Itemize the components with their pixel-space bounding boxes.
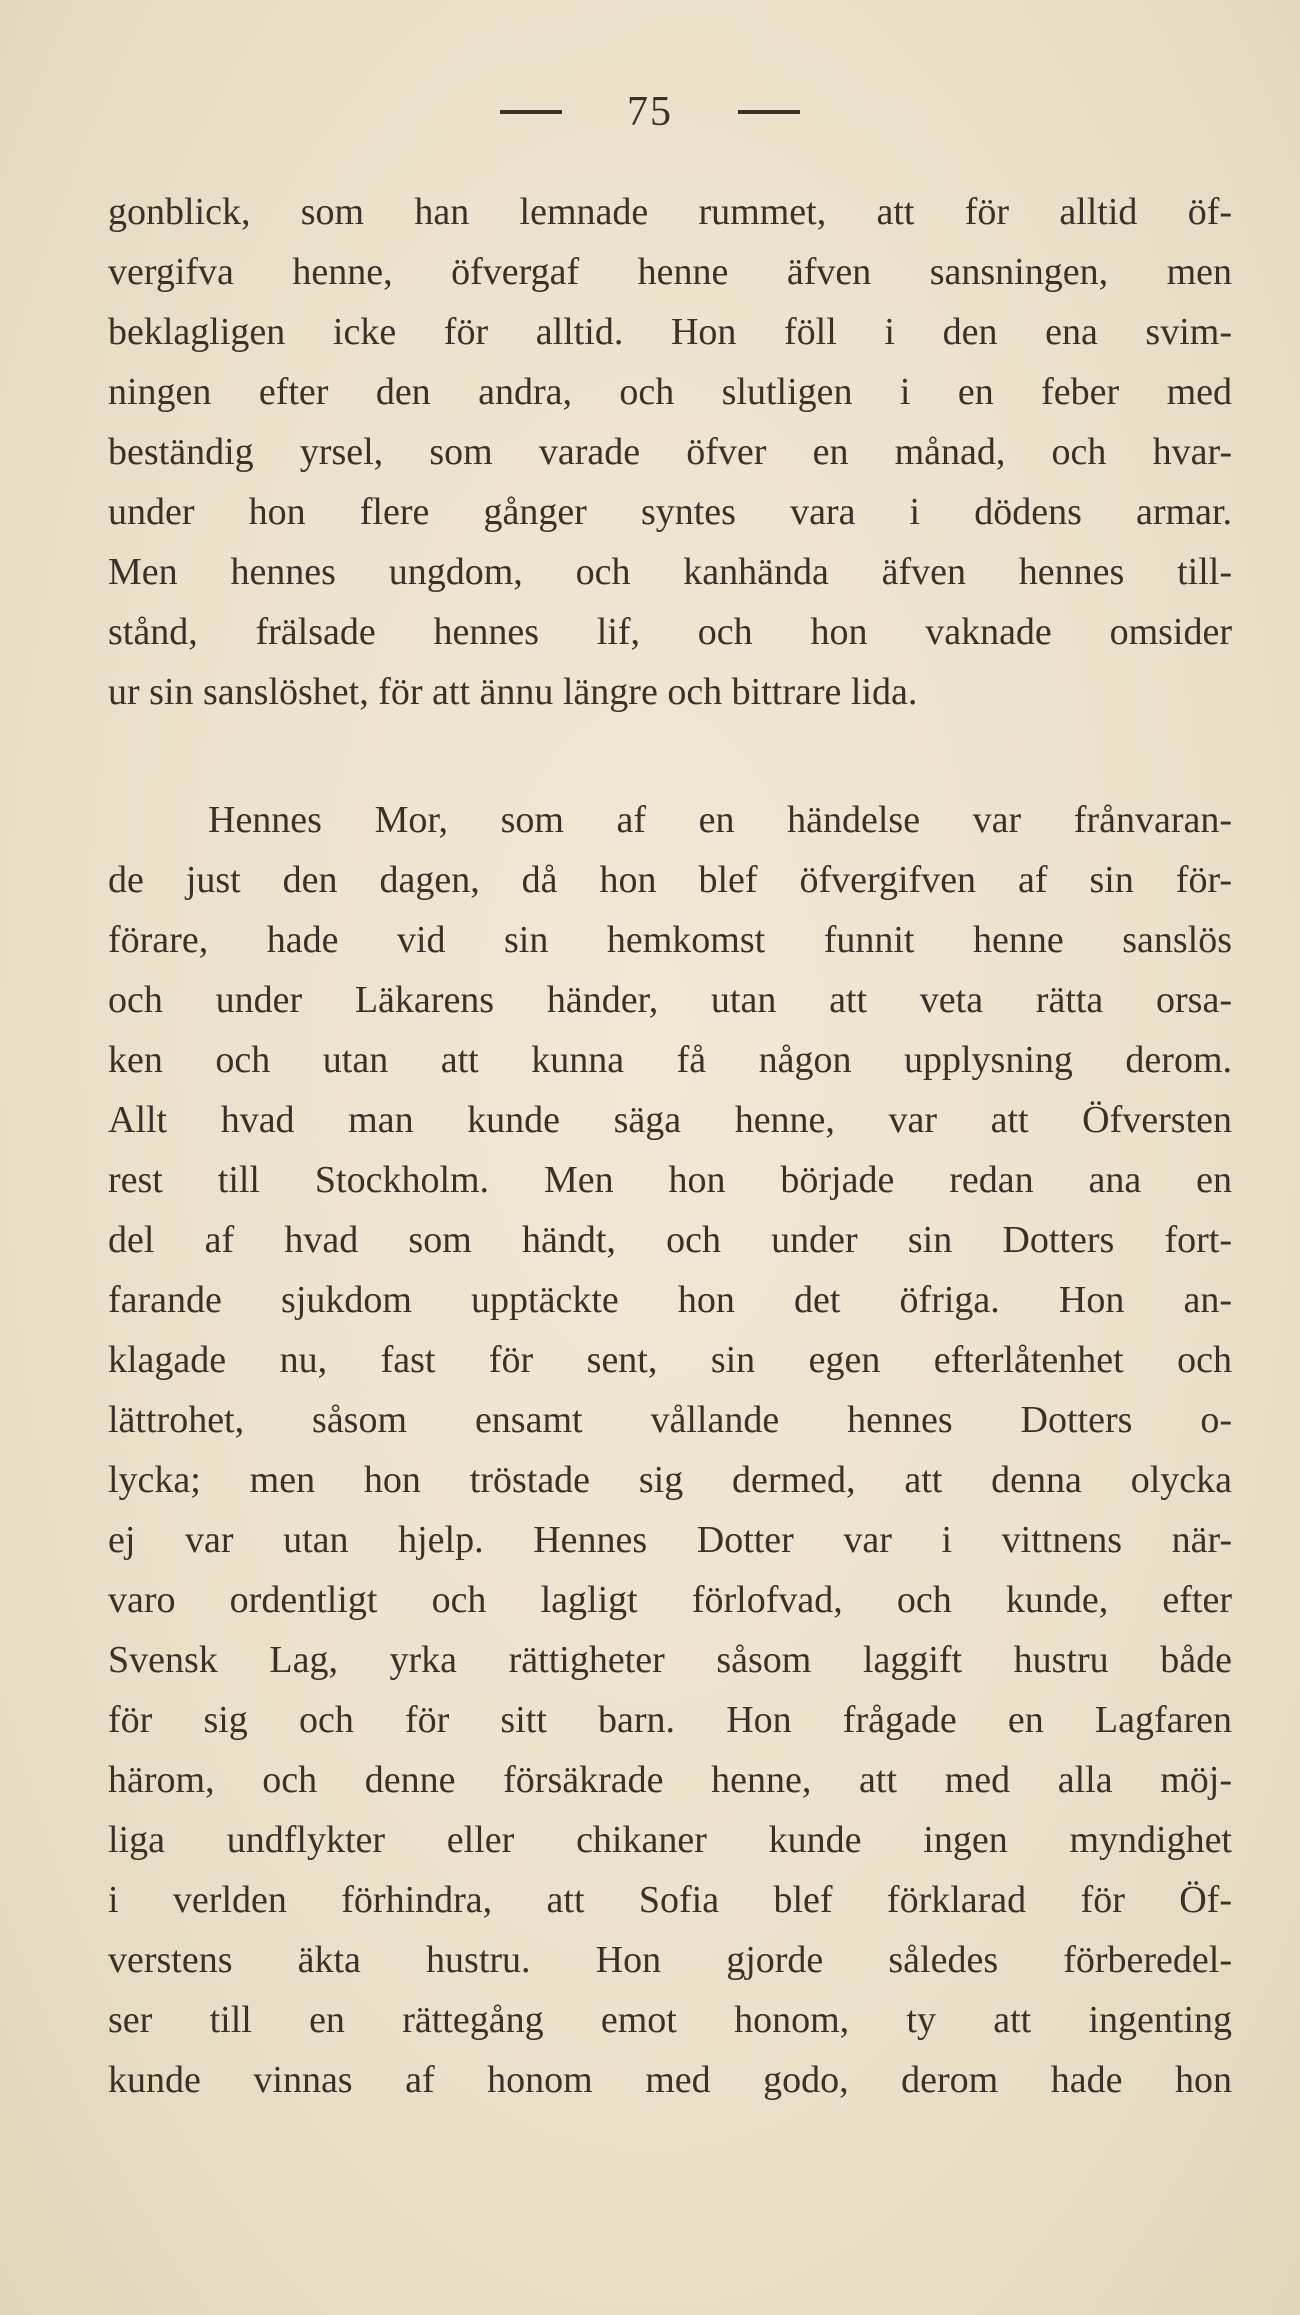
text-line: härom, och denne försäkrade henne, att med alla möj-: [108, 1759, 1232, 1801]
text-line: farande sjukdom upptäckte hon det öfriga. Hon an-: [108, 1279, 1232, 1321]
page-number: 75: [627, 89, 673, 135]
text-line: vergifva henne, öfvergaf henne äfven sansningen, men: [108, 251, 1232, 293]
text-line: och under Läkarens händer, utan att veta rätta orsa-: [108, 979, 1232, 1021]
text-line: klagade nu, fast för sent, sin egen efterlåtenhet och: [108, 1339, 1232, 1381]
text-line: ur sin sanslöshet, för att ännu längre och bittrare lida.: [108, 671, 918, 713]
text-line: rest till Stockholm. Men hon började redan ana en: [108, 1159, 1232, 1201]
text-line: Men hennes ungdom, och kanhända äfven hennes till-: [108, 551, 1232, 593]
page-header: [0, 88, 1300, 138]
paragraph-1: [108, 182, 1232, 722]
left-dash: [500, 110, 562, 114]
text-line: lycka; men hon tröstade sig dermed, att denna olycka: [108, 1459, 1232, 1501]
text-line: beklagligen icke för alltid. Hon föll i den ena svim-: [108, 311, 1232, 353]
text-line: ken och utan att kunna få någon upplysning derom.: [108, 1039, 1232, 1081]
text-line: Svensk Lag, yrka rättigheter såsom laggift hustru både: [108, 1639, 1232, 1681]
text-line: de just den dagen, då hon blef öfvergifven af sin för-: [108, 859, 1232, 901]
text-line: för sig och för sitt barn. Hon frågade en Lagfaren: [108, 1699, 1232, 1741]
text-line: Hennes Mor, som af en händelse var frånvaran-: [208, 799, 1232, 841]
text-line: gonblick, som han lemnade rummet, att för alltid öf-: [108, 191, 1232, 233]
text-line: liga undflykter eller chikaner kunde ingen myndighet: [108, 1819, 1232, 1861]
paragraph-2: [108, 790, 1232, 2110]
text-line: i verlden förhindra, att Sofia blef förklarad för Öf-: [108, 1879, 1232, 1921]
text-line: ej var utan hjelp. Hennes Dotter var i vittnens när-: [108, 1519, 1232, 1561]
text-line: stånd, frälsade hennes lif, och hon vaknade omsider: [108, 611, 1232, 653]
text-line: Allt hvad man kunde säga henne, var att Öfversten: [108, 1099, 1232, 1141]
text-line: del af hvad som händt, och under sin Dotters fort-: [108, 1219, 1232, 1261]
text-line: varo ordentligt och lagligt förlofvad, och kunde, efter: [108, 1579, 1232, 1621]
text-line: kunde vinnas af honom med godo, derom hade hon: [108, 2059, 1232, 2101]
text-line: ser till en rättegång emot honom, ty att ingenting: [108, 1999, 1232, 2041]
text-line: förare, hade vid sin hemkomst funnit henne sanslös: [108, 919, 1232, 961]
text-line: under hon flere gånger syntes vara i dödens armar.: [108, 491, 1232, 533]
text-line: verstens äkta hustru. Hon gjorde således förberedel-: [108, 1939, 1232, 1981]
text-line: lättrohet, såsom ensamt vållande hennes Dotters o-: [108, 1399, 1232, 1441]
text-line: beständig yrsel, som varade öfver en månad, och hvar-: [108, 431, 1232, 473]
text-line: ningen efter den andra, och slutligen i en feber med: [108, 371, 1232, 413]
right-dash: [738, 110, 800, 114]
